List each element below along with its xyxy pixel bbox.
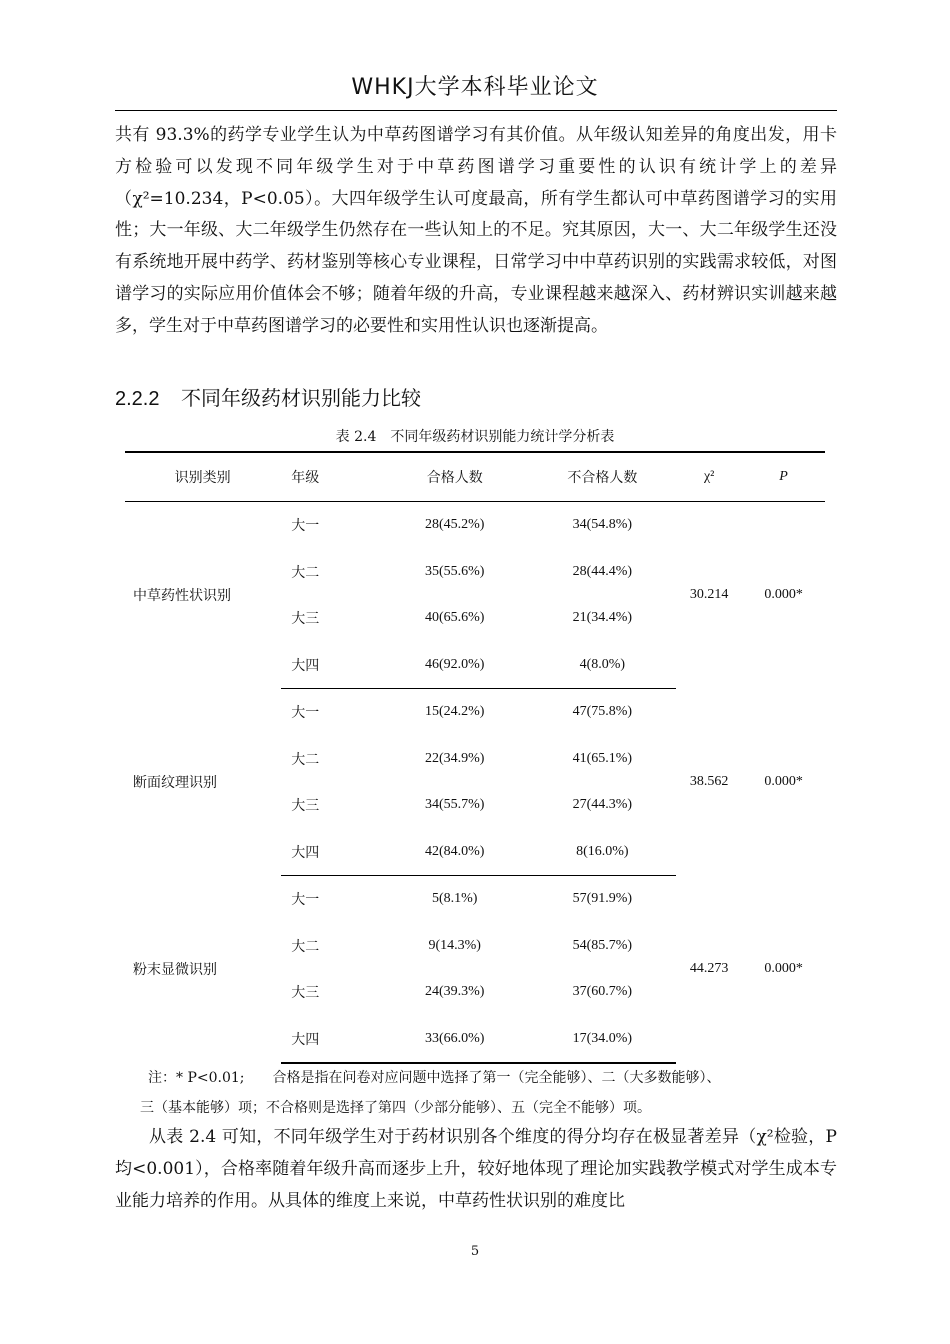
row-fail: 57(91.9%) (572, 891, 633, 907)
table-note-line-2: 三（基本能够）项；不合格则是选择了第四（少部分能够）、五（完全不能够）项。 (140, 1100, 651, 1116)
group-chi2: 30.214 (689, 587, 729, 603)
row-pass: 34(55.7%) (424, 797, 485, 813)
row-pass: 5(8.1%) (431, 891, 478, 907)
group-category: 中草药性状识别 (133, 589, 231, 605)
row-grade: 大三 (291, 799, 320, 815)
row-grade: 大三 (291, 612, 320, 628)
row-grade: 大一 (291, 519, 320, 535)
page-number: 5 (470, 1244, 480, 1259)
table-header-row (125, 452, 825, 502)
row-fail: 47(75.8%) (572, 704, 633, 720)
row-grade: 大四 (281, 829, 381, 876)
table-group-morphology (125, 502, 825, 689)
group-chi2: 44.273 (689, 961, 729, 977)
row-grade: 大二 (291, 565, 320, 581)
row-pass: 46(92.0%) (381, 642, 529, 689)
group-chi2: 38.562 (689, 774, 729, 789)
table-note (140, 1063, 840, 1123)
table-caption: 表 2.4 不同年级药材识别能力统计学分析表 (335, 429, 615, 445)
row-pass: 42(84.0%) (381, 829, 529, 876)
table-row (125, 502, 825, 549)
row-fail: 34(54.8%) (572, 517, 633, 533)
row-pass: 28(45.2%) (424, 517, 485, 533)
row-grade: 大四 (281, 1016, 381, 1064)
group-category: 断面纹理识别 (133, 776, 217, 791)
header-category: 识别类别 (125, 452, 281, 502)
row-fail: 54(85.7%) (572, 937, 633, 953)
row-fail: 8(16.0%) (529, 829, 677, 876)
group-p: 0.000* (764, 774, 803, 789)
table-row (125, 876, 825, 923)
row-grade: 大四 (281, 642, 381, 689)
row-pass: 22(34.9%) (424, 750, 485, 766)
header-chi2: χ² (676, 452, 742, 502)
header-p: P (742, 452, 825, 502)
row-fail: 37(60.7%) (572, 984, 633, 1000)
row-pass: 15(24.2%) (424, 704, 485, 720)
table-group-texture (125, 689, 825, 876)
section-title: 不同年级药材识别能力比较 (181, 386, 421, 410)
row-fail: 28(44.4%) (572, 563, 633, 579)
header-grade: 年级 (281, 452, 381, 502)
row-pass: 9(14.3%) (428, 937, 481, 953)
row-grade: 大三 (291, 986, 320, 1002)
row-pass: 33(66.0%) (381, 1016, 529, 1064)
row-grade: 大一 (291, 706, 320, 722)
table-group-powder (125, 876, 825, 1064)
row-pass: 40(65.6%) (424, 610, 485, 626)
grade-identification-table (125, 451, 825, 1064)
row-fail: 41(65.1%) (572, 750, 633, 766)
section-number: 2.2.2 (115, 388, 160, 410)
header-divider (115, 110, 837, 111)
section-heading (115, 382, 421, 411)
header-fail: 不合格人数 (529, 452, 677, 502)
group-category: 粉末显微识别 (133, 963, 217, 979)
header-pass: 合格人数 (381, 452, 529, 502)
row-fail: 17(34.0%) (529, 1016, 677, 1064)
row-grade: 大二 (291, 939, 320, 955)
body-paragraph-1: 共有 93.3%的药学专业学生认为中草药图谱学习有其价值。从年级认知差异的角度出发，用卡方检验可以发现不同年级学生对于中草药图谱学习重要性的认识有统计学上的差异（χ²=10.234，P<0.05）。大四年级学生认可度最高，所有学生都认可中草药图谱学习的实用性；大一年级、大二年级学生仍然存在一些认知上的不足。究其原因，大一、大二年级学生还没有系统地开展中药学、药材鉴别等核心专业课程，日常学习中中草药识别的实践需求较低，对图谱学习的实际应用价值体会不够；随着年级的升高，专业课程越来越深入、药材辨识实训越来越多，学生对于中草药图谱学习的必要性和实用性认识也逐渐提高。 (115, 125, 837, 336)
row-fail: 4(8.0%) (529, 642, 677, 689)
row-grade: 大一 (291, 893, 320, 909)
group-p: 0.000* (764, 961, 803, 977)
row-grade: 大二 (291, 752, 320, 768)
table-note-line-1: 注：* P<0.01; 合格是指在问卷对应问题中选择了第一（完全能够）、二（大多数能够）、 (148, 1070, 721, 1086)
row-pass: 35(55.6%) (424, 563, 485, 579)
body-paragraph-2: 从表 2.4 可知，不同年级学生对于药材识别各个维度的得分均存在极显著差异（χ²检验，P 均<0.001），合格率随着年级升高而逐步上升，较好地体现了理论加实践教学模式对学生成本专业能力培养的作用。从具体的维度上来说，中草药性状识别的难度比 (115, 1127, 837, 1211)
table-row (125, 689, 825, 736)
group-p: 0.000* (764, 587, 803, 603)
row-pass: 24(39.3%) (424, 984, 485, 1000)
row-fail: 27(44.3%) (572, 797, 633, 813)
row-fail: 21(34.4%) (572, 610, 633, 626)
page-header-title: WHKJ大学本科毕业论文 (351, 75, 599, 100)
